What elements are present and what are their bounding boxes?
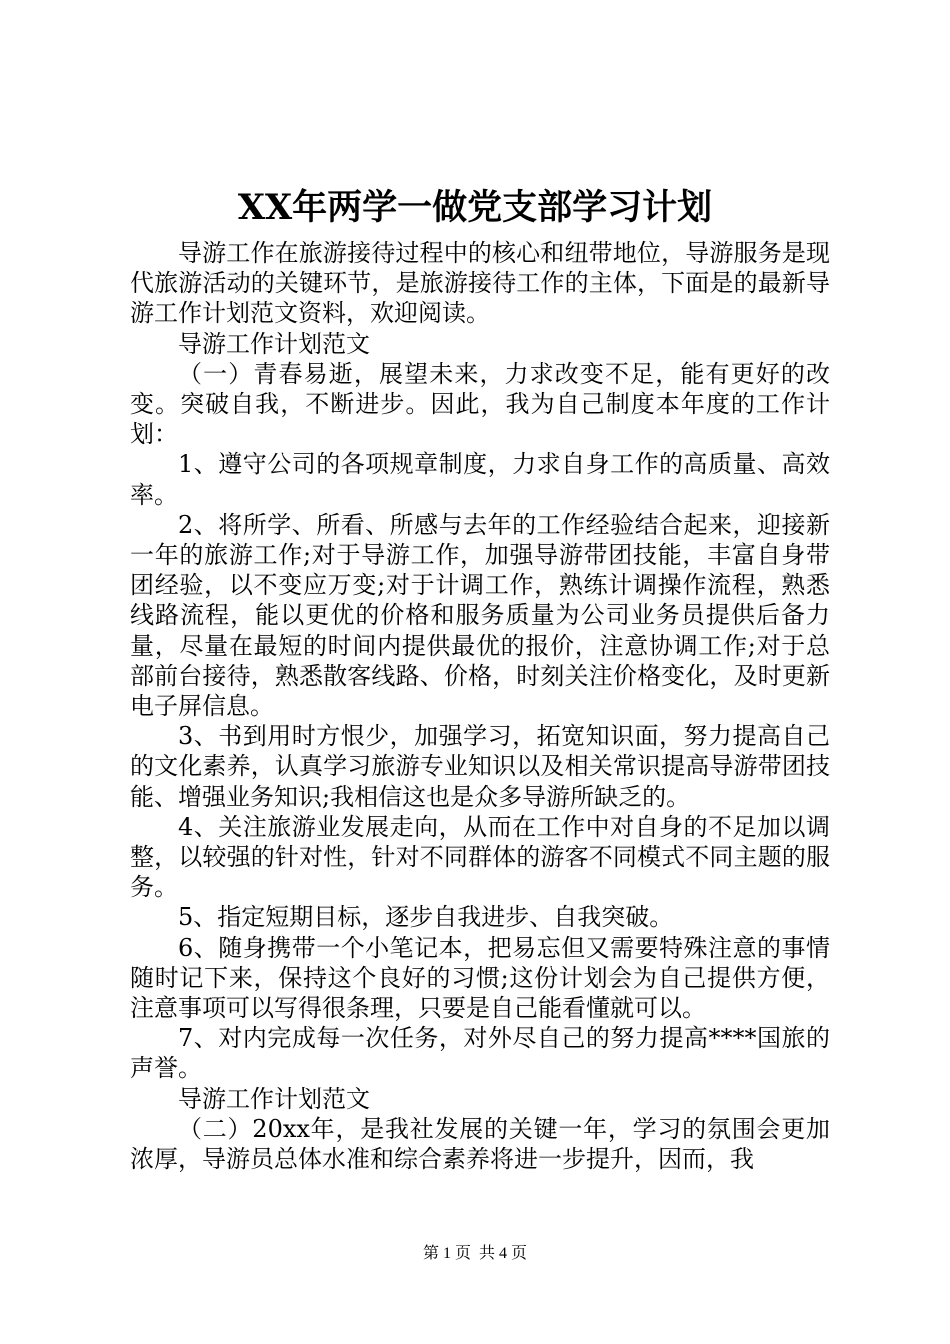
list-item: 6、随身携带一个小笔记本，把易忘但又需要特殊注意的事情随时记下来，保持这个良好的习惯;这份计划会为自己提供方便，注意事项可以写得很条理，只要是自己能看懂就可以。 bbox=[130, 933, 830, 1023]
page-number-footer: 第 1 页 共 4 页 bbox=[422, 1245, 527, 1262]
document-body bbox=[130, 238, 830, 1174]
paragraph-part-one: （一）青春易逝，展望未来，力求改变不足，能有更好的改变。突破自我，不断进步。因此，我为自己制度本年度的工作计划： bbox=[130, 359, 830, 449]
document-title: XX年两学一做党支部学习计划 bbox=[237, 187, 713, 228]
list-item: 1、遵守公司的各项规章制度，力求自身工作的高质量、高效率。 bbox=[130, 450, 830, 509]
paragraph-part-two: （二）20xx年，是我社发展的关键一年，学习的氛围会更加浓厚，导游员总体水准和综合素养将进一步提升，因而，我 bbox=[130, 1114, 830, 1174]
section-heading: 导游工作计划范文 bbox=[178, 1084, 370, 1113]
list-item: 4、关注旅游业发展走向，从而在工作中对自身的不足加以调整，以较强的针对性，针对不同群体的游客不同模式不同主题的服务。 bbox=[130, 812, 830, 902]
list-item: 3、书到用时方恨少，加强学习，拓宽知识面，努力提高自己的文化素养，认真学习旅游专业知识以及相关常识提高导游带团技能、增强业务知识;我相信这也是众多导游所缺乏的。 bbox=[130, 722, 830, 811]
list-item: 7、对内完成每一次任务，对外尽自己的努力提高****国旅的声誉。 bbox=[130, 1024, 830, 1083]
list-item: 2、将所学、所看、所感与去年的工作经验结合起来，迎接新一年的旅游工作;对于导游工作，加强导游带团技能，丰富自身带团经验，以不变应万变;对于计调工作，熟练计调操作流程，熟悉线路流程，能以更优的价格和服务质量为公司业务员提供后备力量，尽量在最短的时间内提供最优的报价，注意协调工作;对于总部前台接待，熟悉散客线路、价格，时刻关注价格变化，及时更新电子屏信息。 bbox=[130, 510, 830, 721]
paragraph-intro: 导游工作在旅游接待过程中的核心和纽带地位，导游服务是现代旅游活动的关键环节，是旅游接待工作的主体，下面是的最新导游工作计划范文资料，欢迎阅读。 bbox=[130, 239, 830, 328]
section-heading: 导游工作计划范文 bbox=[178, 329, 370, 358]
list-item: 5、指定短期目标，逐步自我进步、自我突破。 bbox=[178, 903, 674, 932]
